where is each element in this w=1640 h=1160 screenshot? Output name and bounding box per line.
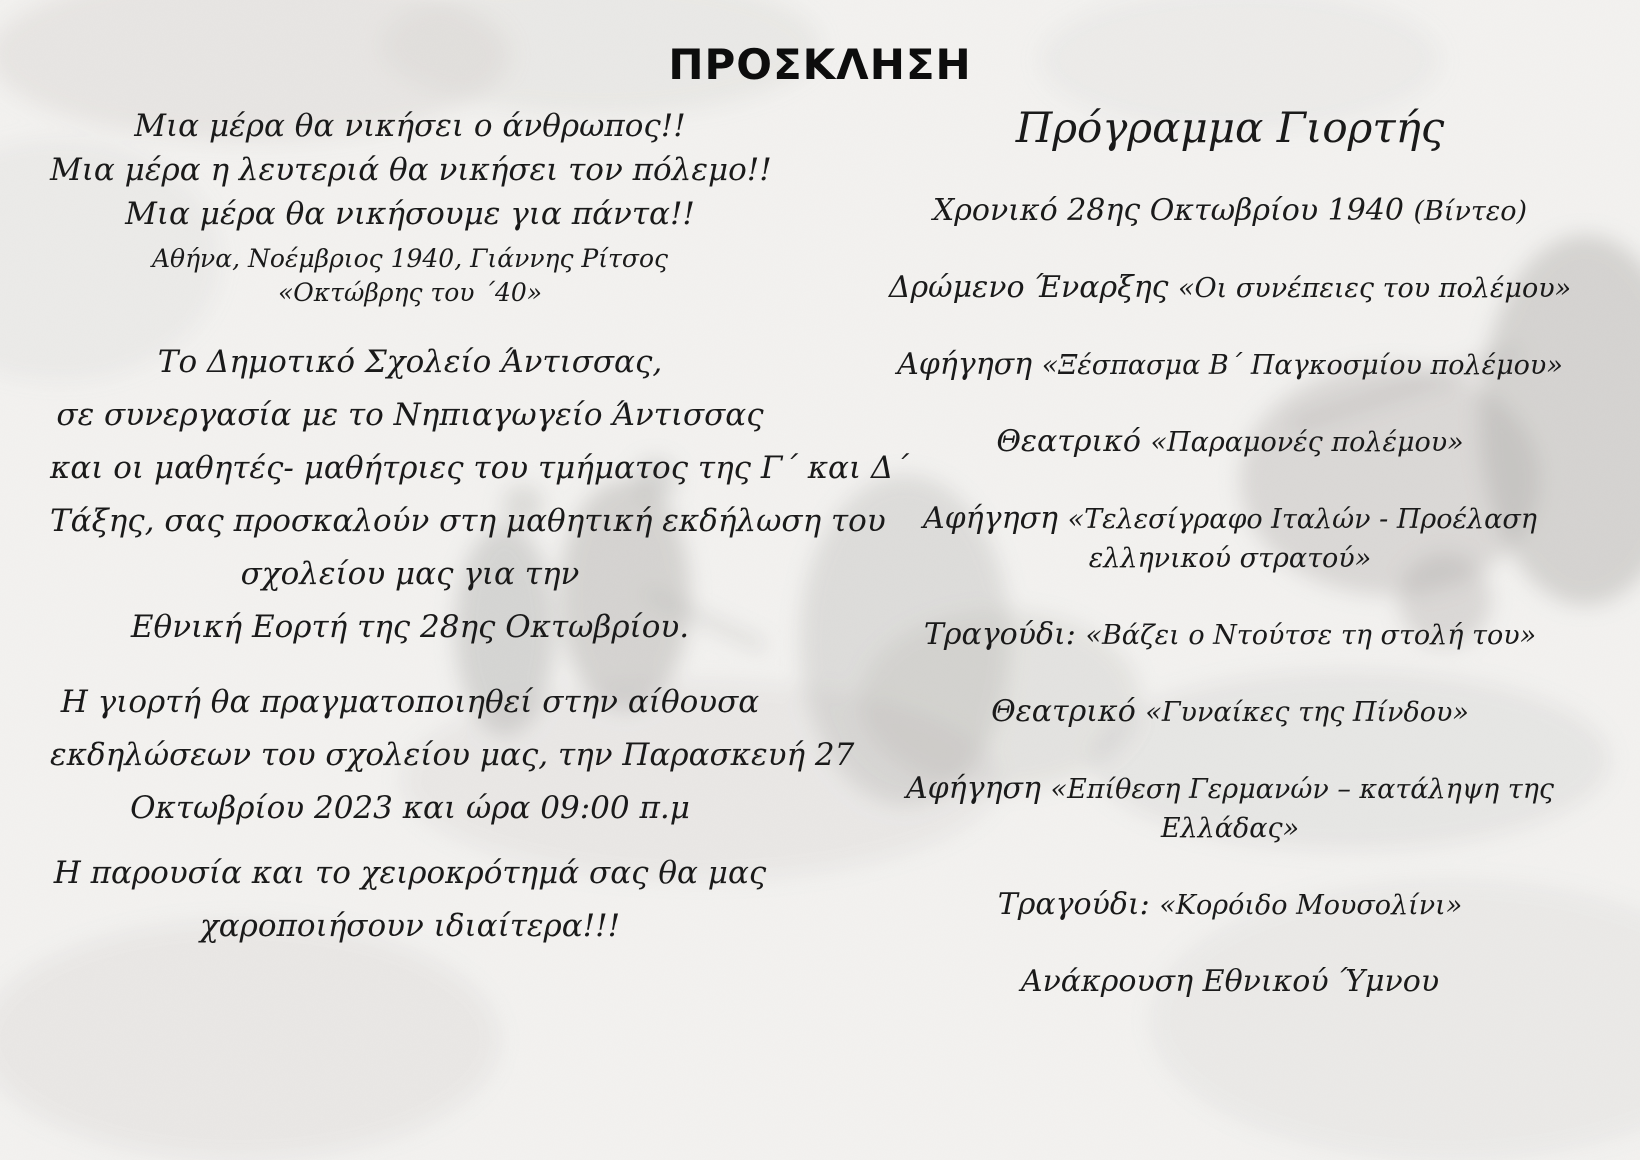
program-item-lead: Τραγούδι:	[923, 617, 1086, 652]
poem-line: Μια μέρα θα νικήσει ο άνθρωπος!!	[134, 108, 686, 144]
body-line: εκδηλώσεων του σχολείου μας, την Παρασκευή 27	[50, 737, 855, 773]
body-line: Εθνική Εορτή της 28ης Οκτωβρίου.	[130, 609, 690, 645]
invitation-body	[50, 336, 909, 953]
program-item	[850, 963, 1610, 1002]
program-heading: Πρόγραμμα Γιορτής	[1015, 103, 1445, 152]
program-item-lead: Δρώμενο Έναρξης	[888, 270, 1179, 305]
program-item	[850, 770, 1610, 848]
body-line: χαροποιήσουν ιδιαίτερα!!!	[199, 908, 621, 944]
program-item-lead: Τραγούδι:	[997, 887, 1160, 922]
program-item-lead: Αφήγηση	[906, 771, 1051, 806]
poem-line: Μια μέρα η λευτεριά θα νικήσει τον πόλεμο!!	[50, 152, 772, 188]
poem	[50, 104, 770, 236]
body-line: και οι μαθητές- μαθήτριες του τμήματος της Γ΄ και Δ΄	[50, 450, 909, 486]
program-item	[850, 346, 1610, 385]
body-line: Η γιορτή θα πραγματοποιηθεί στην αίθουσα	[60, 684, 760, 720]
program-item-detail: «Επίθεση Γερμανών – κατάληψη της Ελλάδας»	[1050, 774, 1554, 844]
body-line: Η παρουσία και το χειροκρότημά σας θα μας	[53, 855, 767, 891]
program-item	[850, 886, 1610, 925]
program-item-detail: «Γυναίκες της Πίνδου»	[1145, 697, 1469, 728]
program-item-lead: Θεατρικό	[991, 694, 1146, 729]
program-item	[850, 269, 1610, 308]
poem-line: Μια μέρα θα νικήσουμε για πάντα!!	[125, 196, 695, 232]
program-item-detail: «Βάζει ο Ντούτσε τη στολή του»	[1085, 620, 1537, 651]
body-line: Οκτωβρίου 2023 και ώρα 09:00 π.μ	[130, 790, 690, 826]
page-title: ΠΡΟΣΚΛΗΣΗ	[668, 40, 972, 89]
program-item-detail: «Κορόιδο Μουσολίνι»	[1159, 890, 1463, 921]
body-line: σχολείου μας για την	[240, 556, 580, 592]
program-column	[850, 100, 1610, 1040]
poem-attribution	[50, 242, 770, 310]
program-item	[850, 500, 1610, 578]
program-item-lead: Αφήγηση	[897, 347, 1042, 382]
program-item-detail: «Ξέσπασμα Β΄ Παγκοσμίου πολέμου»	[1041, 350, 1563, 381]
program-item-detail: «Οι συνέπειες του πολέμου»	[1178, 273, 1572, 304]
program-item-lead: Αφήγηση	[923, 501, 1068, 536]
program-item-detail: (Βίντεο)	[1413, 196, 1528, 227]
attribution-line: Αθήνα, Νοέμβριος 1940, Γιάννης Ρίτσος	[151, 244, 669, 273]
program-item	[850, 192, 1610, 231]
program-item	[850, 423, 1610, 462]
program-item	[850, 616, 1610, 655]
program-item-detail: «Τελεσίγραφο Ιταλών - Προέλαση ελληνικού στρατού»	[1067, 504, 1537, 574]
program-item-lead: Χρονικό 28ης Οκτωβρίου 1940	[932, 193, 1414, 228]
program-item	[850, 693, 1610, 732]
invitation-column	[50, 104, 909, 953]
body-line: σε συνεργασία με το Νηπιαγωγείο Άντισσας	[56, 397, 764, 433]
attribution-line: «Οκτώβρης του ΄40»	[277, 278, 543, 307]
program-item-lead: Θεατρικό	[996, 424, 1151, 459]
program-item-detail: «Παραμονές πολέμου»	[1150, 427, 1464, 458]
program-item-lead: Ανάκρουση Εθνικού Ύμνου	[1020, 964, 1440, 999]
body-line: Τάξης, σας προσκαλούν στη μαθητική εκδήλωση του	[50, 503, 886, 539]
body-line: Το Δημοτικό Σχολείο Άντισσας,	[157, 344, 663, 380]
